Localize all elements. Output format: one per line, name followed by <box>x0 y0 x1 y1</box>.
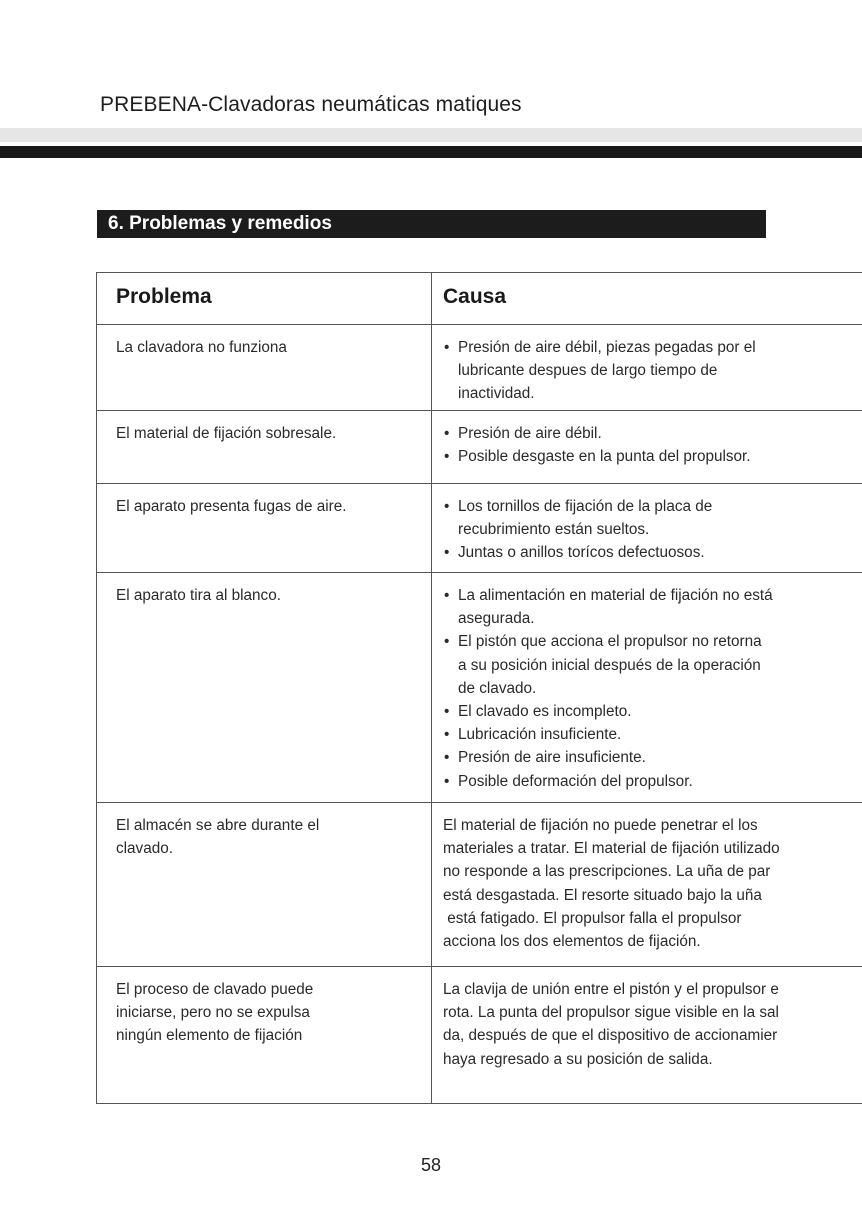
cause-cell <box>432 411 862 483</box>
cause-cell <box>432 484 862 572</box>
column-header-problem: Problema <box>97 273 432 324</box>
cause-item: • Presión de aire insuficiente. <box>443 746 862 769</box>
document-header-title: PREBENA-Clavadoras neumáticas matiques <box>100 93 522 116</box>
page-number: 58 <box>420 1155 442 1175</box>
table-header-row <box>97 273 862 325</box>
cause-cell: La clavija de unión entre el pistón y el propulsor e rota. La punta del propulsor sigue visible en la sal da, después de que el dispositivo de accionamier haya regresado a su posición de salida. <box>443 981 779 1068</box>
cause-list <box>443 584 862 793</box>
cause-item: • El pistón que acciona el propulsor no retorna a su posición inicial después de la operación de clavado. <box>443 630 862 700</box>
problem-cell: El aparato tira al blanco. <box>97 573 432 802</box>
cause-item: • Juntas o anillos torícos defectuosos. <box>443 541 862 564</box>
column-header-cause: Causa <box>443 285 507 308</box>
header-band-light <box>0 128 862 142</box>
problem-cell: El almacén se abre durante el clavado. <box>97 803 432 966</box>
cause-cell <box>432 573 862 802</box>
cause-item: • Lubricación insuficiente. <box>443 723 862 746</box>
table-row <box>97 803 862 967</box>
cause-item: • El clavado es incompleto. <box>443 700 862 723</box>
problem-cell: El proceso de clavado puede iniciarse, pero no se expulsa ningún elemento de fijación <box>97 967 432 1103</box>
problem-cell: El material de fijación sobresale. <box>97 411 432 483</box>
header-band-dark <box>0 146 862 158</box>
cause-list <box>443 495 862 565</box>
cause-list <box>443 422 862 468</box>
cause-item: • Posible deformación del propulsor. <box>443 770 862 793</box>
section-title: 6. Problemas y remedios <box>97 210 766 238</box>
cause-list <box>443 336 862 406</box>
troubleshooting-table <box>96 272 862 1104</box>
cause-item: • Los tornillos de fijación de la placa de recubrimiento están sueltos. <box>443 495 862 541</box>
table-row <box>97 484 862 573</box>
table-row <box>97 967 862 1104</box>
cause-cell: El material de fijación no puede penetrar el los materiales a tratar. El material de fijación utilizado no responde a las prescripciones. La uña de par está desgastada. El resorte situado bajo la uña está fatigado. El propulsor falla el propulsor acciona los dos elementos de fijación. <box>443 817 780 951</box>
problem-cell: El aparato presenta fugas de aire. <box>97 484 432 572</box>
cause-item: • La alimentación en material de fijación no está asegurada. <box>443 584 862 630</box>
table-row <box>97 325 862 411</box>
table-row <box>97 411 862 484</box>
cause-item: • Presión de aire débil. <box>443 422 862 445</box>
cause-item: • Presión de aire débil, piezas pegadas por el lubricante despues de largo tiempo de inactividad. <box>443 336 862 406</box>
cause-cell <box>432 325 862 410</box>
problem-cell: La clavadora no funziona <box>97 325 432 410</box>
table-row <box>97 573 862 803</box>
cause-item: • Posible desgaste en la punta del propulsor. <box>443 445 862 468</box>
